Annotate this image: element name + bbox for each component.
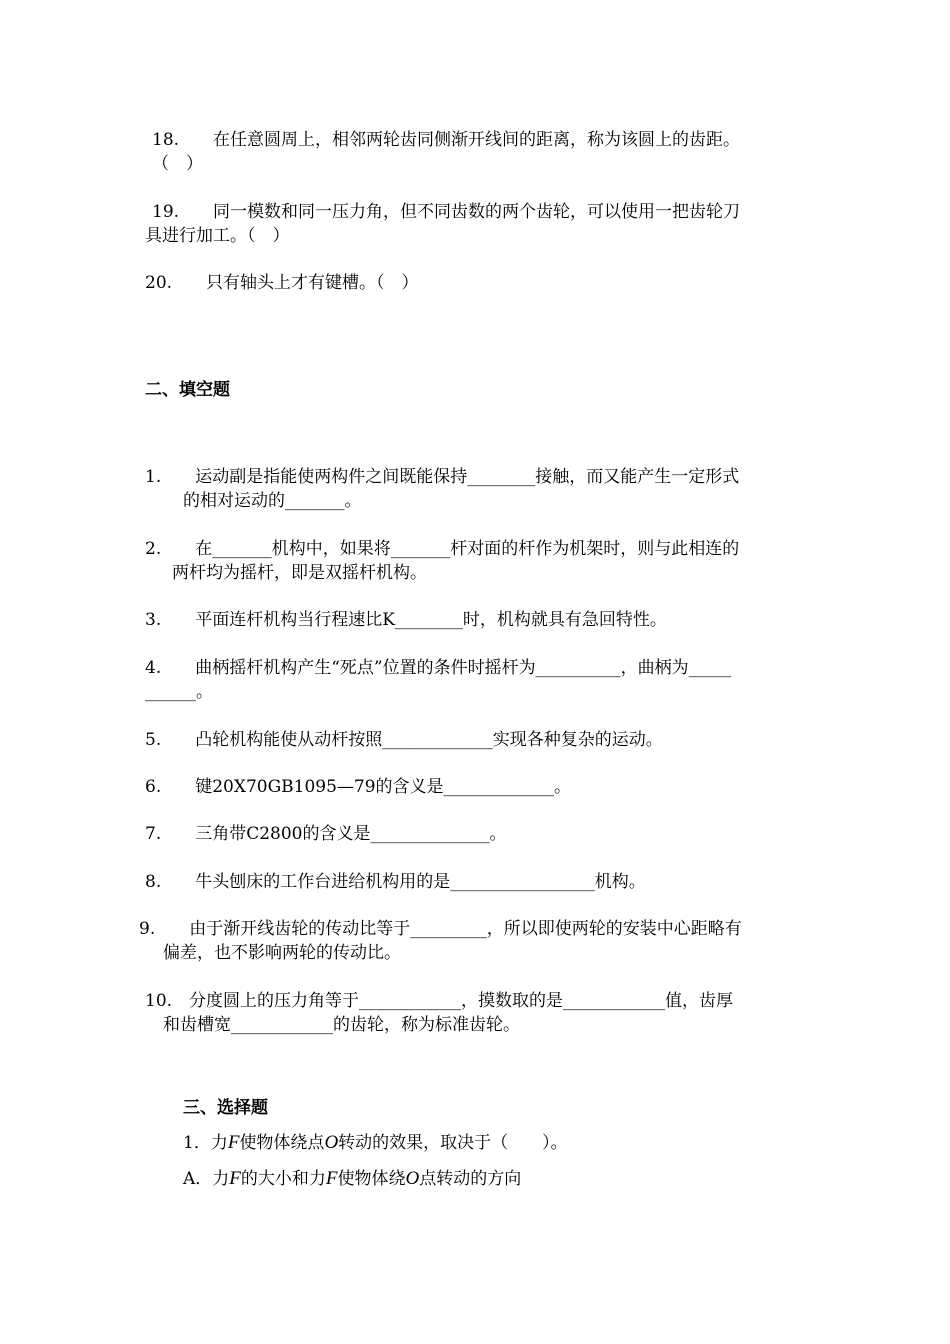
judge-20-line1: 20. 只有轴头上才有键槽。（ ） — [145, 273, 419, 293]
fill-item-6-line1: 6. 键20X70GB1095—79的含义是_____________。 — [145, 777, 572, 797]
fill-item-10-line1: 10. 分度圆上的压力角等于____________，摸数取的是____________值，齿厚 — [145, 991, 734, 1011]
judge-19-line1: 19. 同一模数和同一压力角，但不同齿数的两个齿轮，可以使用一把齿轮刀 — [152, 202, 741, 222]
option-a-lead: A．力 — [183, 1169, 230, 1189]
point-symbol: O — [324, 1132, 339, 1153]
fill-item-4-line2: ______。 — [145, 682, 213, 702]
fill-item-5-line1: 5. 凸轮机构能使从动杆按照_____________实现各种复杂的运动。 — [145, 730, 663, 750]
point-symbol: O — [405, 1168, 420, 1189]
choice-section-heading: 三、选择题 — [183, 1098, 268, 1118]
fill-item-4-line1: 4. 曲柄摇杆机构产生“死点”位置的条件时摇杆为__________，曲柄为_____ — [145, 658, 732, 678]
fill-section-heading: 二、填空题 — [145, 380, 230, 400]
option-a-text3: 点转动的方向 — [419, 1169, 522, 1189]
choice-q1-text1: 使物体绕点 — [239, 1133, 325, 1153]
force-symbol: F — [229, 1168, 241, 1189]
option-a-text1: 的大小和力 — [240, 1169, 326, 1189]
judge-18-line1: 18. 在任意圆周上，相邻两轮齿同侧渐开线间的距离，称为该圆上的齿距。 — [152, 130, 741, 150]
fill-item-7-line1: 7. 三角带C2800的含义是______________。 — [145, 824, 507, 844]
fill-item-9-line2: 偏差，也不影响两轮的传动比。 — [163, 943, 401, 963]
force-symbol: F — [325, 1168, 338, 1189]
force-symbol: F — [227, 1132, 240, 1153]
fill-item-9-line1: 9. 由于渐开线齿轮的传动比等于_________，所以即使两轮的安装中心距略有 — [139, 919, 742, 939]
fill-item-2-line2: 两杆均为摇杆，即是双摇杆机构。 — [172, 563, 427, 583]
fill-item-1-line2: 的相对运动的_______。 — [183, 491, 362, 511]
fill-item-3-line1: 3. 平面连杆机构当行程速比K________时，机构就具有急回特性。 — [145, 610, 667, 630]
fill-item-2-line1: 2. 在_______机构中，如果将_______杆对面的杆作为机架时，则与此相连的 — [145, 539, 740, 559]
judge-19-line2: 具进行加工。（ ） — [145, 226, 290, 246]
choice-q1-num: 1．力 — [183, 1133, 228, 1153]
fill-item-1-line1: 1. 运动副是指能使两构件之间既能保持________接触，而又能产生一定形式 — [145, 467, 740, 487]
fill-item-10-line2: 和齿槽宽____________的齿轮，称为标准齿轮。 — [163, 1015, 520, 1035]
choice-q1-text2: 转动的效果，取决于（ ）。 — [338, 1133, 568, 1153]
fill-item-8-line1: 8. 牛头刨床的工作台进给机构用的是_________________机构。 — [145, 872, 646, 892]
option-a-text2: 使物体绕 — [337, 1169, 406, 1189]
choice-q1 — [183, 1131, 568, 1155]
judge-18-line2: （ ） — [152, 154, 203, 174]
choice-q1-option-a — [183, 1167, 521, 1191]
